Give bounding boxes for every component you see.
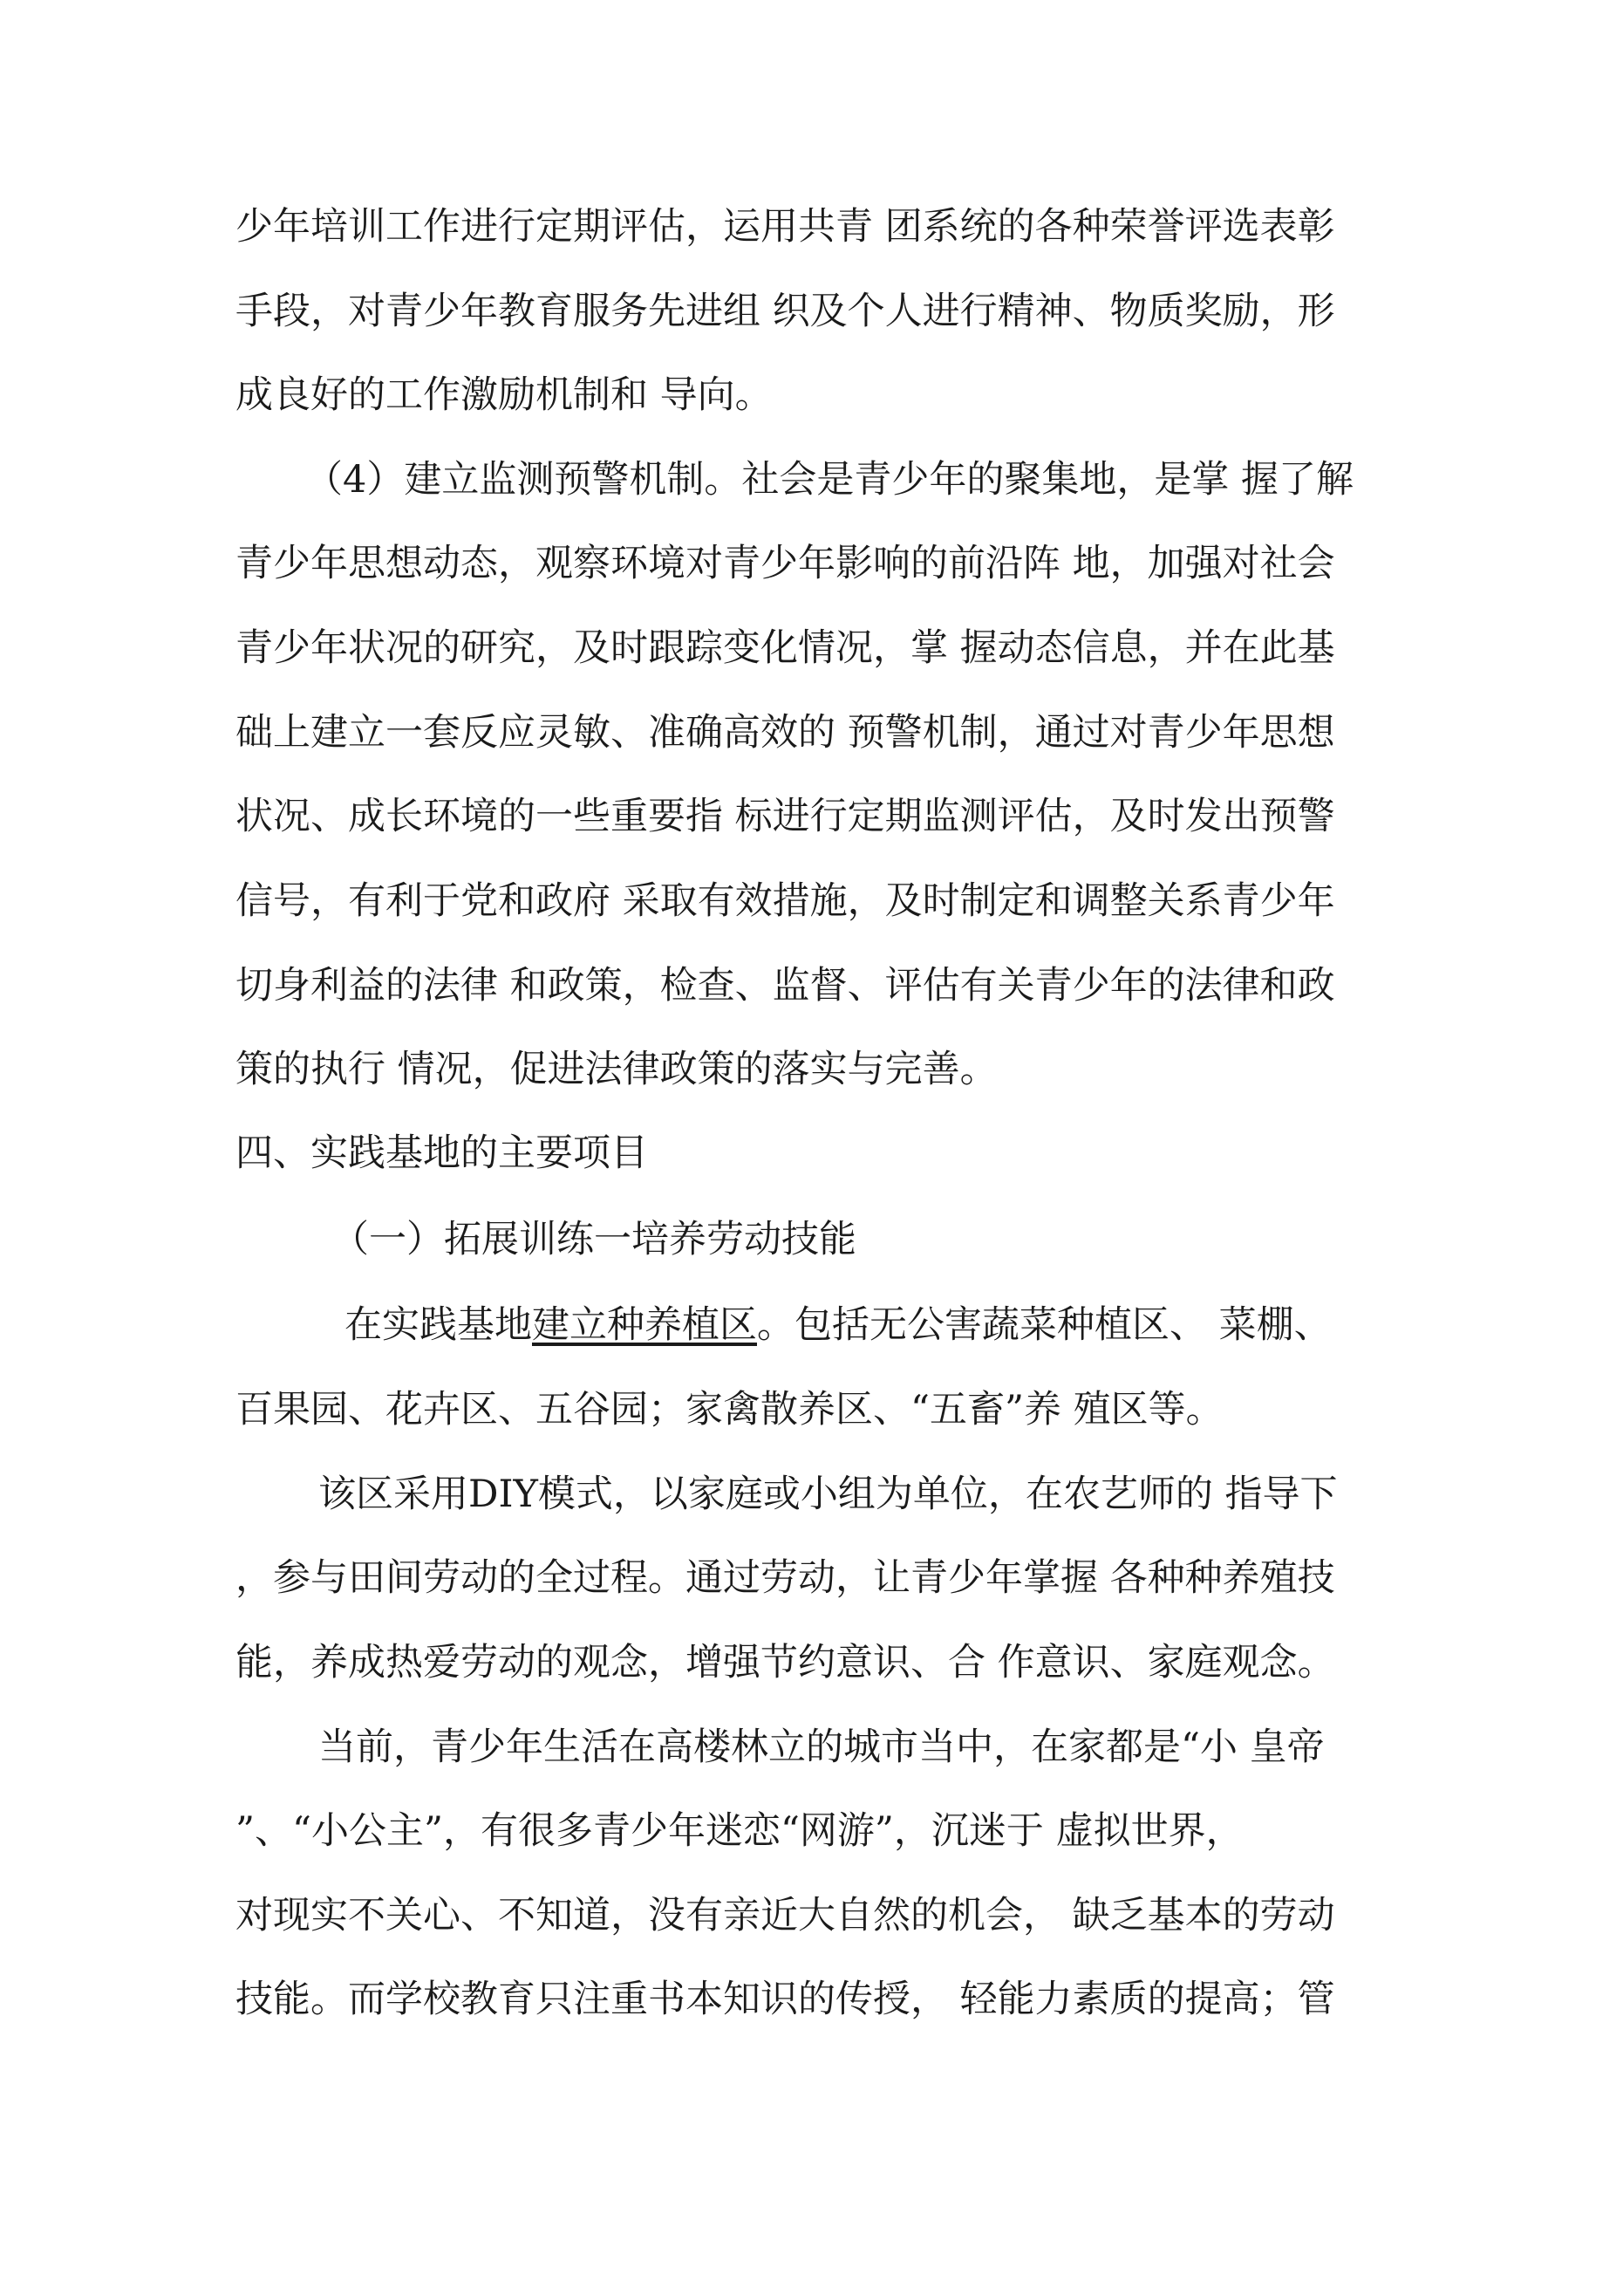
paragraph-line-8: 状况、成长环境的一些重要指 标进行定期监测评估，及时发出预警	[235, 795, 1335, 838]
paragraph-line-3: 成良好的工作激励机制和 导向。	[235, 373, 773, 417]
paragraph-line-10: 切身利益的法律 和政策，检查、监督、评估有关青少年的法律和政	[235, 964, 1335, 1008]
paragraph-line-9: 信号，有利于党和政府 采取有效措施，及时制定和调整关系青少年	[235, 879, 1335, 923]
paragraph-line-5: 青少年思想动态，观察环境对青少年影响的前沿阵 地，加强对社会	[235, 542, 1335, 585]
paragraph-line-19: 当前，青少年生活在高楼林立的城市当中，在家都是“小 皇帝	[318, 1725, 1325, 1769]
paragraph-line-18: 能，养成热爱劳动的观念，增强节约意识、合 作意识、家庭观念。	[235, 1641, 1335, 1684]
underlined-phrase: 建立种养植区	[532, 1303, 757, 1347]
paragraph-line-22: 技能。而学校教育只注重书本知识的传授， 轻能力素质的提高；管	[235, 1978, 1335, 2021]
line-14-after: 。包括无公害蔬菜种植区、 菜棚、	[757, 1303, 1332, 1347]
paragraph-line-11: 策的执行 情况，促进法律政策的落实与完善。	[235, 1048, 998, 1091]
line-14-before: 在实践基地	[344, 1303, 532, 1347]
paragraph-line-17: ，参与田间劳动的全过程。通过劳动，让青少年掌握 各种种养殖技	[235, 1556, 1335, 1600]
paragraph-line-15: 百果园、花卉区、五谷园；家禽散养区、“五畜”养 殖区等。	[235, 1388, 1224, 1432]
section-heading: 四、实践基地的主要项目	[235, 1131, 648, 1175]
paragraph-line-21: 对现实不关心、不知道，没有亲近大自然的机会， 缺乏基本的劳动	[235, 1894, 1335, 1937]
subsection-heading: （一）拓展训练一培养劳动技能	[331, 1218, 856, 1261]
paragraph-line-6: 青少年状况的研究，及时跟踪变化情况，掌 握动态信息，并在此基	[235, 626, 1335, 670]
paragraph-line-16: 该区采用DIY模式，以家庭或小组为单位，在农艺师的 指导下	[318, 1473, 1338, 1516]
paragraph-line-7: 础上建立一套反应灵敏、准确高效的 预警机制，通过对青少年思想	[235, 711, 1335, 755]
paragraph-line-1: 少年培训工作进行定期评估，运用共青 团系统的各种荣誉评选表彰	[235, 205, 1335, 249]
paragraph-line-14	[344, 1299, 1332, 1351]
paragraph-line-20: ”、“小公主”，有很多青少年迷恋“网游”，沉迷于 虚拟世界，	[235, 1809, 1244, 1853]
paragraph-line-2: 手段，对青少年教育服务先进组 织及个人进行精神、物质奖励，形	[235, 290, 1335, 333]
paragraph-line-4: （4）建立监测预警机制。社会是青少年的聚集地，是掌 握了解	[305, 458, 1354, 502]
